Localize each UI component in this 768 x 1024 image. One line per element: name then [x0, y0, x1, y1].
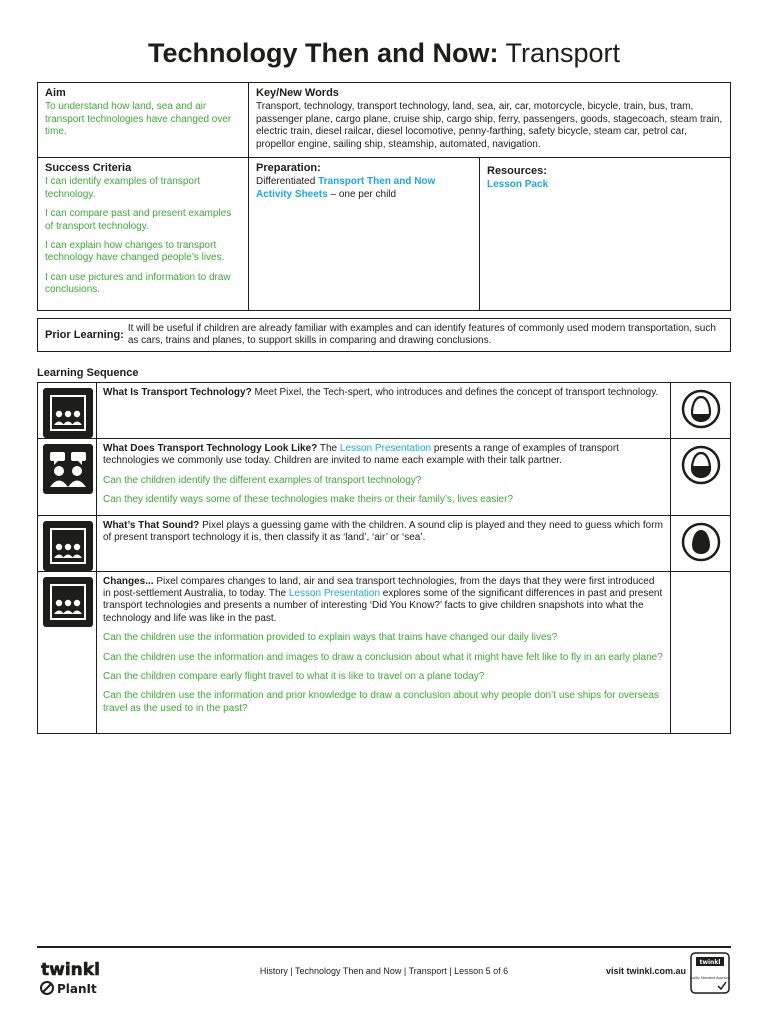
row-icon-cell: [38, 515, 97, 571]
preparation-text: [256, 176, 472, 201]
footer-breadcrumb: History | Technology Then and Now | Transport | Lesson 5 of 6: [259, 966, 509, 976]
row-title: What Does Transport Technology Look Like?: [103, 443, 318, 454]
success-criterion: I can compare past and present examples of transport technology.: [45, 208, 232, 232]
badge-text: twinkl: [699, 959, 721, 966]
row-body: explores some of the significant differences in past and present transport technologies and presents a number of interesting ‘Did You Know?’ facts to give children snapshots into what the technology and life was like in the past.: [103, 588, 663, 624]
row-evidence-cell: [671, 383, 731, 439]
row-body: Pixel plays a guessing game with the children. A sound clip is played and they need to guess which form of present transport technology it is, then classify it as ‘land’, ‘air’ or ‘sea’.: [103, 519, 663, 544]
activity-sheets-link[interactable]: Transport Then and Now Activity Sheets: [256, 176, 436, 200]
row-question: Can the children compare early flight travel to what it is like to travel on a plane today?: [103, 671, 485, 683]
success-criterion: I can use pictures and information to draw conclusions.: [45, 271, 231, 296]
key-words-text: Transport, technology, transport technology, land, sea, air, car, motorcycle, bicycle, train, bus, tram, passenger plane, cargo plane, cruise ship, cargo ship, ferry, passengers, goods, stagecoach, steam train, electric train, diesel railcar, diesel locomotive, penny-farthing, safety bicycle, steam car, petrol car, propellor engine, sailing ship, steamship, automated, navigation.: [256, 101, 723, 150]
row-body: Meet Pixel, the Tech-spert, who introduces and defines the concept of transport technology.: [251, 387, 659, 398]
preparation-heading: Preparation:: [256, 162, 321, 175]
whole-class-icon: [43, 388, 93, 438]
whole-class-icon: [43, 521, 93, 571]
row-text-cell: [97, 383, 671, 439]
row-question: Can the children use the information provided to explain ways that trains have changed our daily lives?: [103, 632, 558, 644]
row-question: Can the children use the information and images to draw a conclusion about what it might have felt like to fly in an early plane?: [103, 651, 663, 663]
resources-cell: [480, 158, 731, 311]
learning-sequence-heading: Learning Sequence: [37, 367, 139, 379]
success-criteria-heading: Success Criteria: [45, 162, 132, 175]
learning-sequence-table: [37, 382, 731, 734]
whole-class-icon: [43, 577, 93, 627]
key-words-heading: Key/New Words: [256, 87, 339, 99]
table-row: [38, 383, 731, 439]
row-icon-cell: [38, 383, 97, 439]
prior-learning-text: It will be useful if children are already familiar with examples and can identify features of commonly used modern transportation, such as cars, trains and planes, to support skills in comparing and drawing conclusions.: [127, 322, 716, 346]
aim-heading: Aim: [45, 87, 66, 99]
preparation-cell: [249, 158, 480, 311]
egg-outline-icon: [681, 389, 721, 429]
row-evidence-cell: [671, 515, 731, 571]
table-row: [38, 515, 731, 571]
preparation-prefix: Differentiated: [256, 176, 319, 188]
row-text-cell: [97, 439, 671, 516]
table-row: [38, 439, 731, 516]
resources-heading: Resources:: [487, 165, 547, 178]
website-link[interactable]: visit twinkl.com.au: [605, 966, 686, 976]
lesson-pack-link[interactable]: Lesson Pack: [487, 179, 549, 191]
row-title: What Is Transport Technology?: [103, 387, 252, 398]
footer-divider: [37, 946, 731, 948]
twinkl-planit-logo: [37, 955, 107, 1000]
row-question: Can they identify ways some of these technologies make theirs or their family’s, lives easier?: [103, 494, 514, 506]
prior-learning-label: Prior Learning:: [45, 328, 124, 341]
key-words-cell: [249, 83, 731, 158]
page-title-light: Transport: [505, 38, 621, 68]
row-question: Can the children identify the different examples of transport technology?: [103, 474, 422, 486]
page-title: [0, 36, 768, 70]
row-body: presents a range of examples of transport technologies we commonly use today. Children are invited to name each example with their talk partner.: [103, 443, 619, 467]
talk-partners-icon: [43, 444, 93, 494]
row-body: Pixel compares changes to land, air and sea transport technologies, from the days that they were first introduced in post-settlement Australia, to today. The: [103, 575, 655, 600]
quality-badge: [690, 952, 730, 994]
row-evidence-cell: [671, 571, 731, 733]
egg-filled-icon: [681, 522, 721, 562]
row-title: Changes...: [103, 575, 154, 587]
lesson-presentation-link[interactable]: Lesson Presentation: [339, 443, 432, 454]
success-criteria-cell: [38, 158, 249, 311]
success-criterion: I can explain how changes to transport technology have changed people’s lives.: [45, 240, 225, 264]
row-text-cell: [97, 515, 671, 571]
logo-sub-text: PlanIt: [57, 982, 97, 996]
table-row: [38, 571, 731, 733]
row-question: Can the children use the information and prior knowledge to draw a conclusion about why people don’t use ships for overseas travel as the used to in the past?: [103, 690, 659, 714]
lesson-overview-table: [37, 82, 731, 311]
aim-text: To understand how land, sea and air transport technologies have changed over time.: [45, 101, 232, 138]
lesson-presentation-link[interactable]: Lesson Presentation: [288, 588, 381, 600]
logo-text: twinkl: [41, 960, 100, 980]
row-title: What’s That Sound?: [103, 519, 200, 531]
row-icon-cell: [38, 571, 97, 733]
prior-learning-box: [37, 318, 731, 352]
row-evidence-cell: [671, 439, 731, 516]
page-title-bold: Technology Then and Now:: [147, 38, 499, 68]
badge-sub-text: Quality Standard Approved: [690, 976, 730, 980]
egg-outline-icon: [681, 445, 721, 485]
preparation-suffix: – one per child: [327, 188, 397, 200]
aim-cell: [38, 83, 249, 158]
success-criterion: I can identify examples of transport technology.: [45, 176, 201, 200]
row-body: The: [317, 443, 340, 454]
row-icon-cell: [38, 439, 97, 516]
row-text-cell: [97, 571, 671, 733]
